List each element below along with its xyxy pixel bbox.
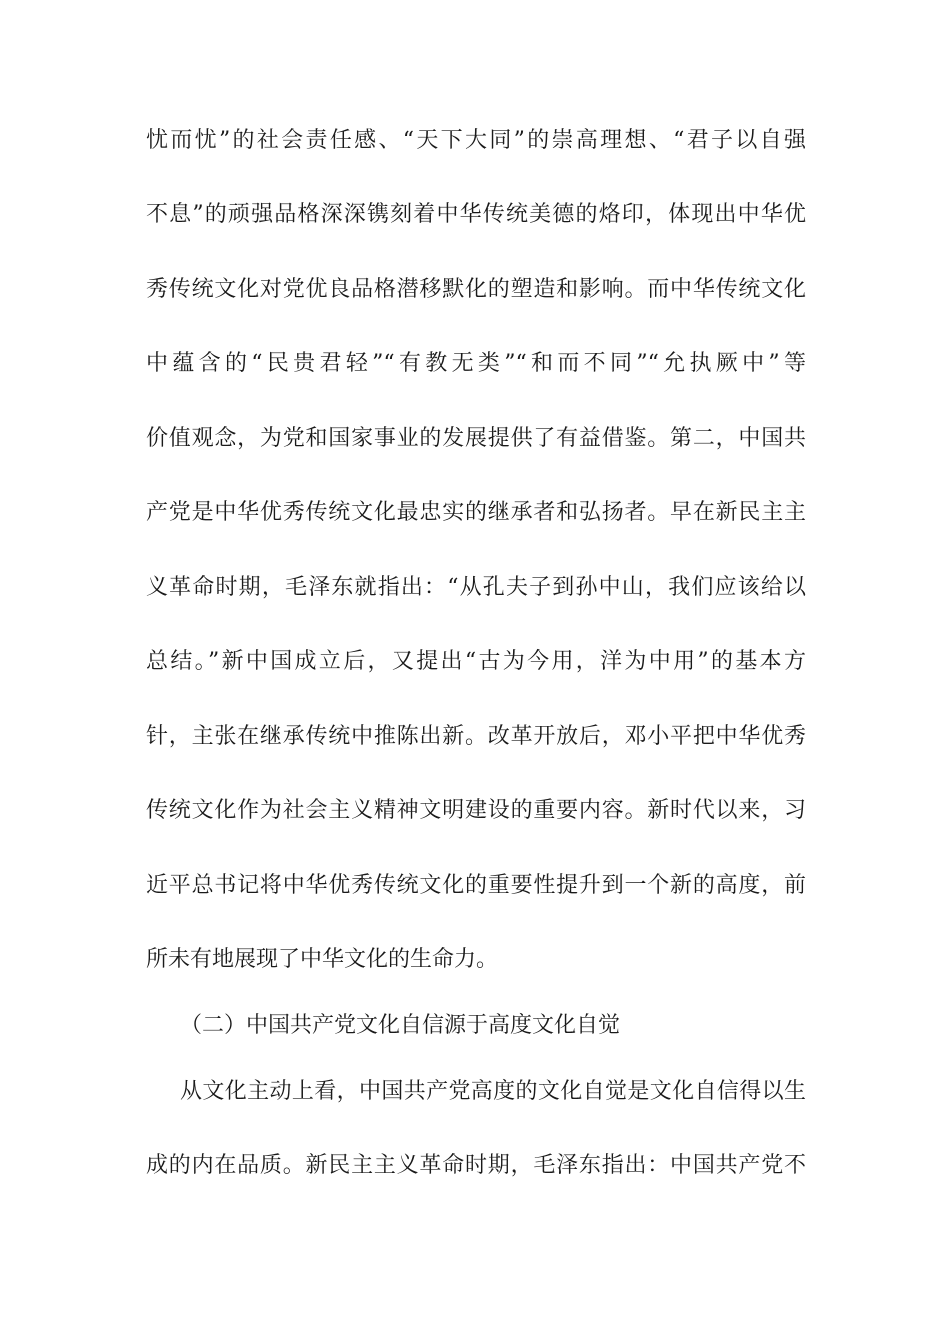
paragraph-line: 成的内在品质。新民主主义革命时期，毛泽东指出：中国共产党不 — [146, 1153, 806, 1178]
section-heading: （二）中国共产党文化自信源于高度文化自觉 — [180, 1013, 621, 1038]
paragraph-line: 义革命时期，毛泽东就指出：“从孔夫子到孙中山，我们应该给以 — [146, 575, 806, 600]
paragraph-line: 秀传统文化对党优良品格潜移默化的塑造和影响。而中华传统文化 — [146, 277, 806, 302]
paragraph-line: 价值观念，为党和国家事业的发展提供了有益借鉴。第二，中国共 — [146, 426, 806, 451]
paragraph-line: 中蕴含的“民贵君轻”“有教无类”“和而不同”“允执厥中”等 — [146, 351, 806, 376]
paragraph-line: 不息”的顽强品格深深镌刻着中华传统美德的烙印，体现出中华优 — [146, 202, 806, 227]
paragraph-line: 针，主张在继承传统中推陈出新。改革开放后，邓小平把中华优秀 — [146, 724, 806, 749]
paragraph-line: 忧而忧”的社会责任感、“天下大同”的崇高理想、“君子以自强 — [146, 128, 806, 153]
paragraph-line: 产党是中华优秀传统文化最忠实的继承者和弘扬者。早在新民主主 — [146, 500, 806, 525]
paragraph-line: 总结。”新中国成立后，又提出“古为今用，洋为中用”的基本方 — [146, 649, 806, 674]
paragraph-line: 从文化主动上看，中国共产党高度的文化自觉是文化自信得以生 — [180, 1079, 806, 1104]
paragraph-line: 传统文化作为社会主义精神文明建设的重要内容。新时代以来，习 — [146, 798, 806, 823]
paragraph-line: 近平总书记将中华优秀传统文化的重要性提升到一个新的高度，前 — [146, 873, 806, 898]
paragraph-line: 所未有地展现了中华文化的生命力。 — [146, 947, 499, 972]
